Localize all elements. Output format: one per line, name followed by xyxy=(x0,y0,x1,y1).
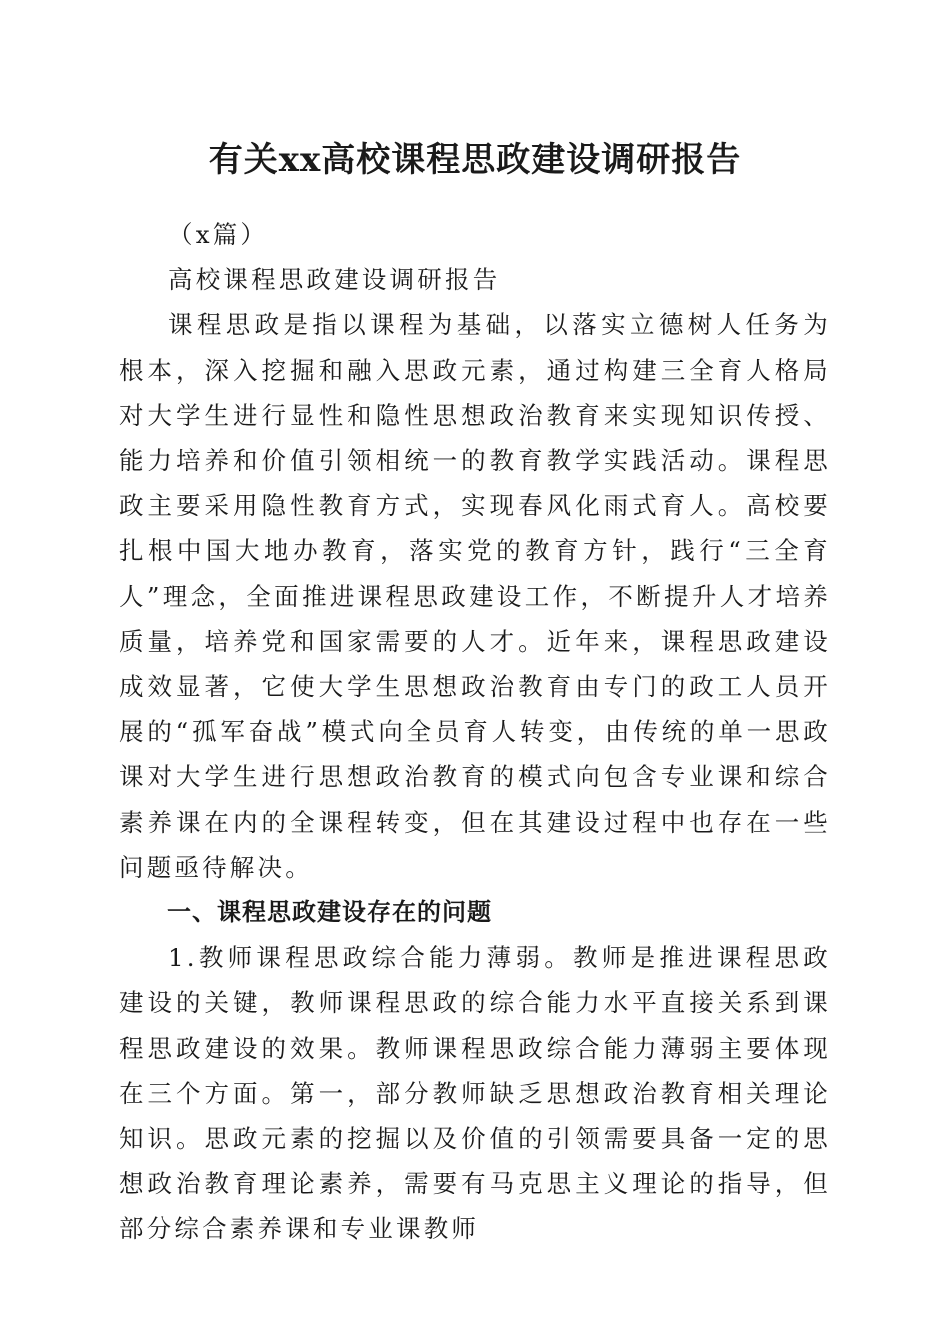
document-title: 有关xx高校课程思政建设调研报告 xyxy=(208,140,742,180)
document-subtitle: （x篇） xyxy=(168,220,269,249)
document-body xyxy=(119,212,831,1252)
document-subheading: 高校课程思政建设调研报告 xyxy=(168,265,501,295)
section-heading: 一、课程思政建设存在的问题 xyxy=(167,898,492,927)
paragraph-intro: 课程思政是指以课程为基础，以落实立德树人任务为根本，深入挖掘和融入思政元素，通过构建三全育人格局对大学生进行显性和隐性思想政治教育来实现知识传授、能力培养和价值引领相统一的教育教学实践活动。课程思政主要采用隐性教育方式，实现春风化雨式育人。高校要扎根中国大地办教育，落实党的教育方针，践行“三全育人”理念，全面推进课程思政建设工作，不断提升人才培养质量，培养党和国家需要的人才。近年来，课程思政建设成效显著，它使大学生思想政治教育由专门的政工人员开展的“孤军奋战”模式向全员育人转变，由传统的单一思政课对大学生进行思想政治教育的模式向包含专业课和综合素养课在内的全课程转变，但在其建设过程中也存在一些问题亟待解决。 xyxy=(119,310,831,882)
paragraph-teacher-ability: 1.教师课程思政综合能力薄弱。教师是推进课程思政建设的关键，教师课程思政的综合能力水平直接关系到课程思政建设的效果。教师课程思政综合能力薄弱主要体现在三个方面。第一，部分教师缺乏思想政治教育相关理论知识。思政元素的挖掘以及价值的引领需要具备一定的思想政治教育理论素养，需要有马克思主义理论的指导，但部分综合素养课和专业课教师 xyxy=(119,943,831,1244)
